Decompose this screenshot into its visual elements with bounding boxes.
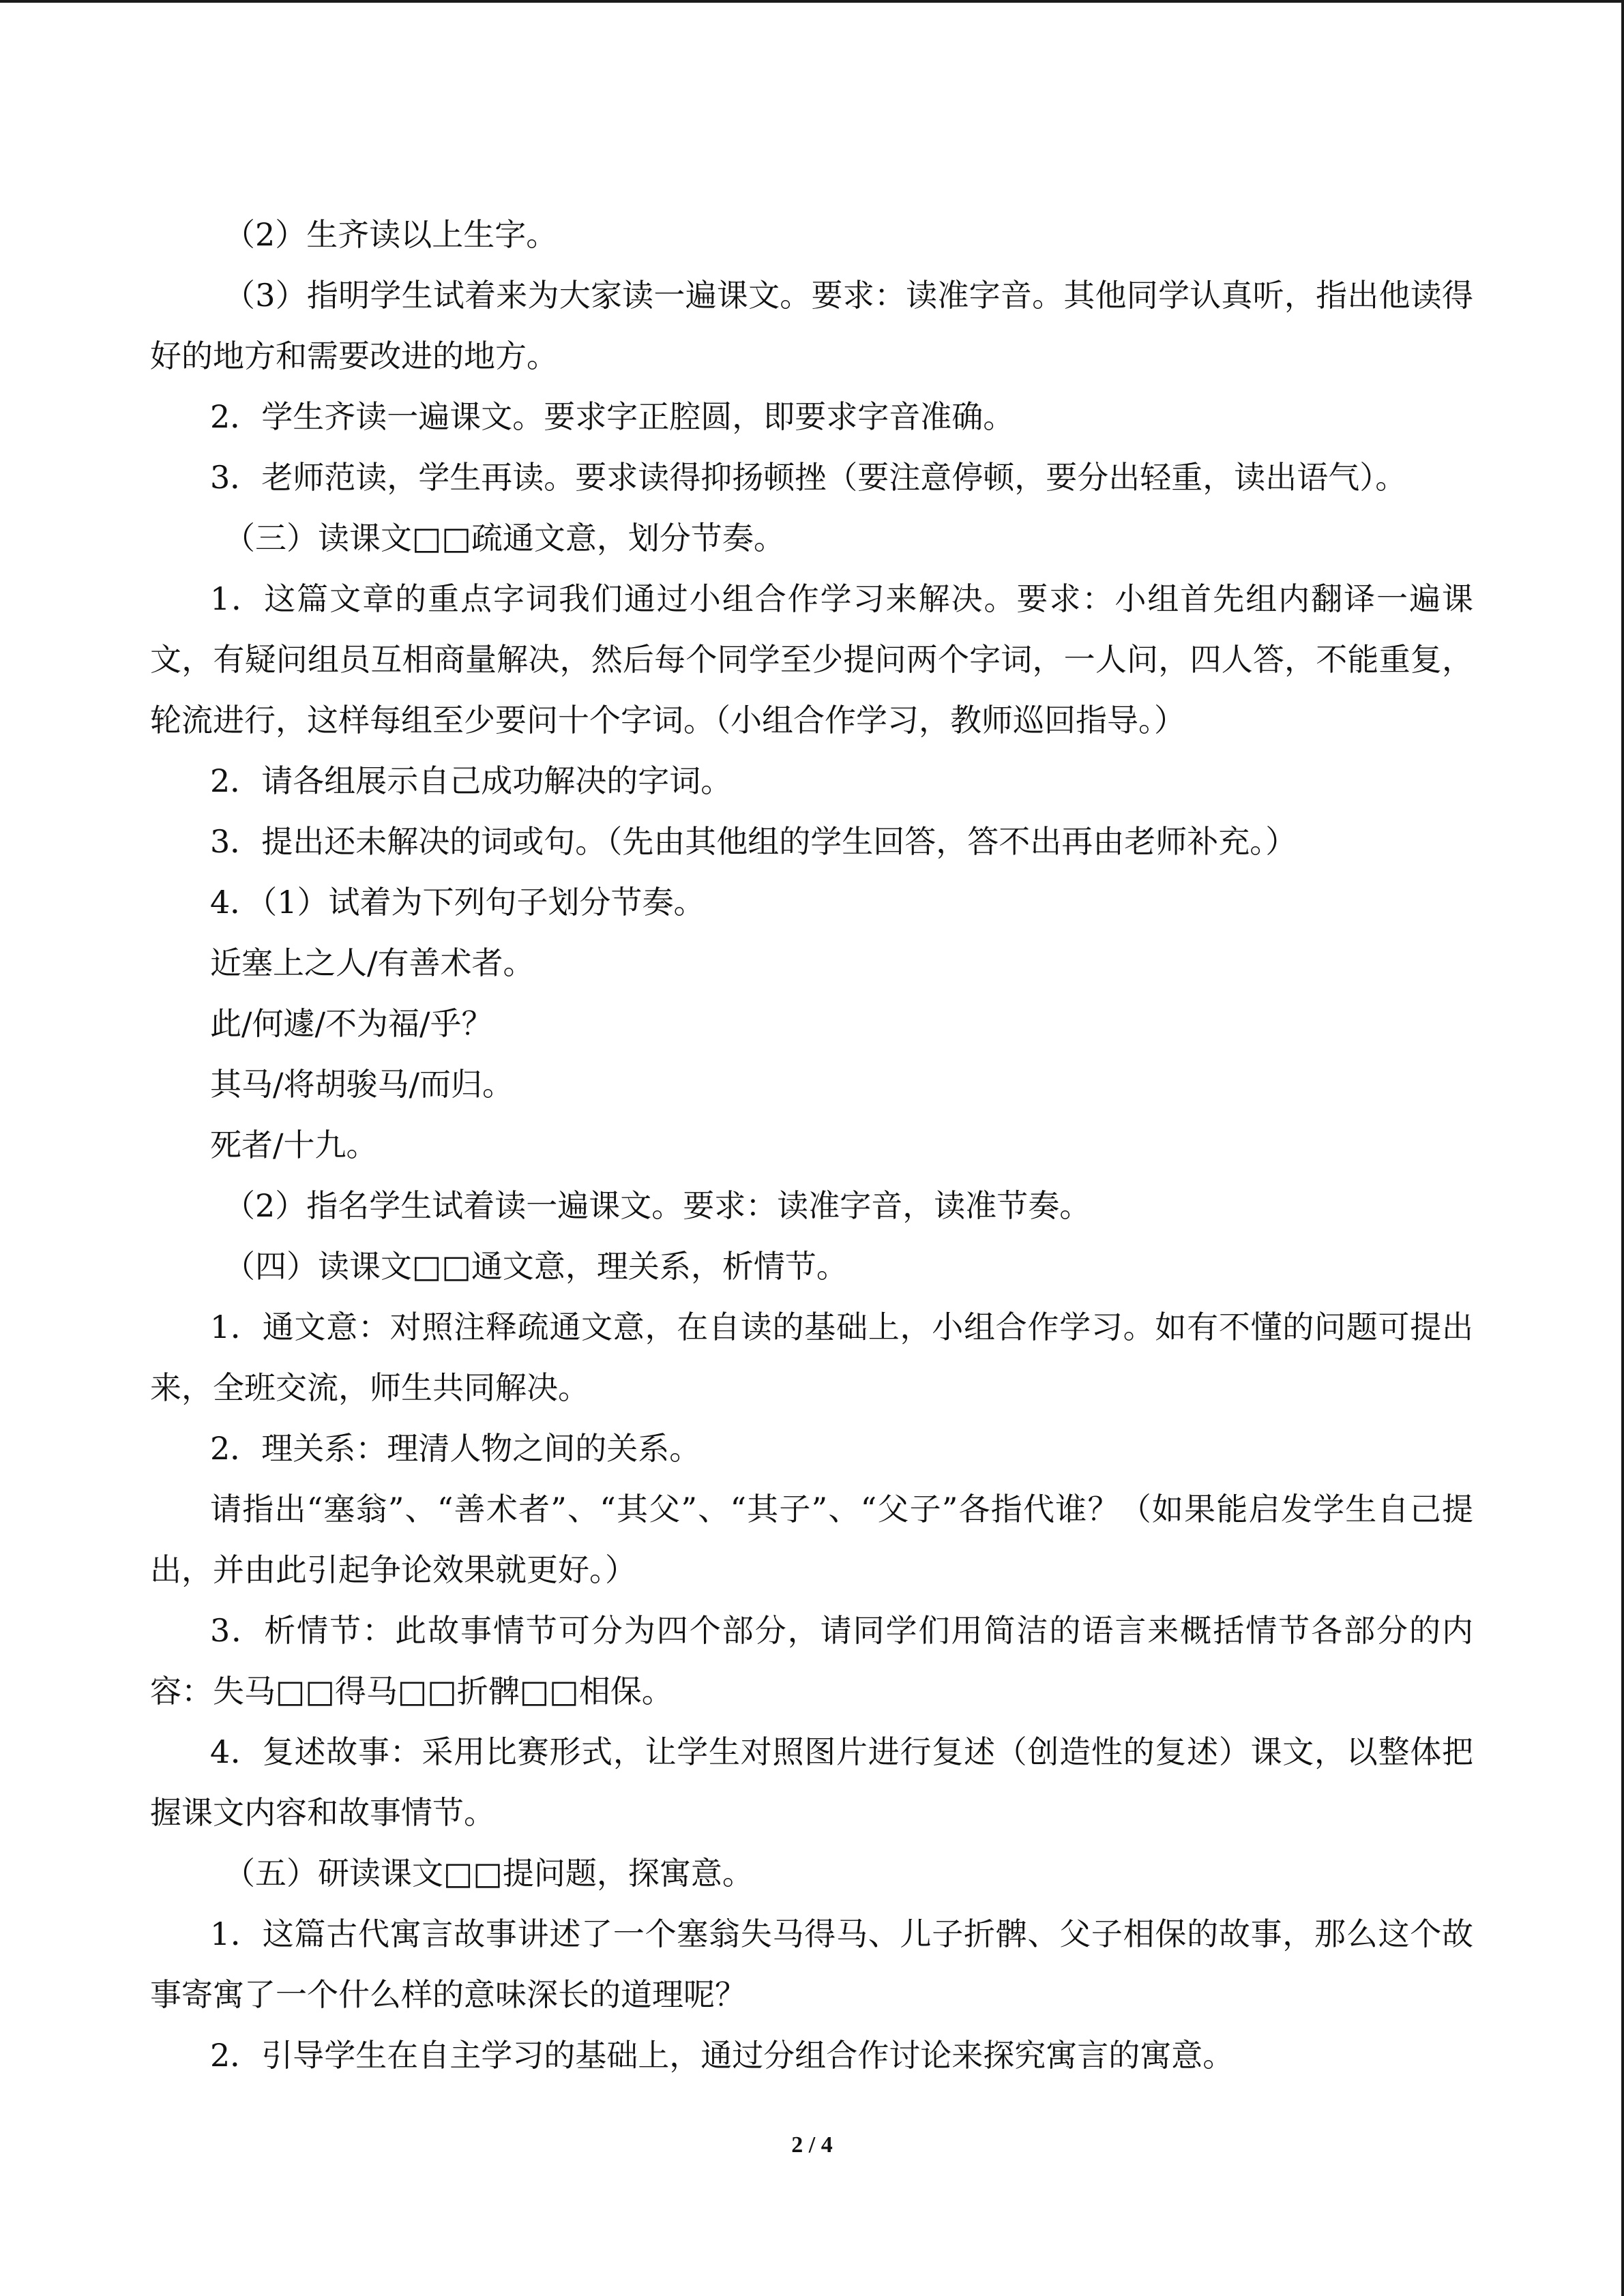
paragraph: 1．这篇古代寓言故事讲述了一个塞翁失马得马、儿子折髀、父子相保的故事，那么这个故事寄寓了一个什么样的意味深长的道理呢？ xyxy=(150,1915,1473,2013)
page-number: 2 / 4 xyxy=(791,2132,833,2158)
paragraph: 2．引导学生在自主学习的基础上，通过分组合作讨论来探究寓言的寓意。 xyxy=(210,2037,1235,2074)
paragraph: 2．学生齐读一遍课文。要求字正腔圆，即要求字音准确。 xyxy=(210,398,1015,435)
paragraph: 请指出“塞翁”、“善术者”、“其父”、“其子”、“父子”各指代谁？（如果能启发学生自己提出，并由此引起争论效果就更好。） xyxy=(150,1491,1473,1588)
paragraph: 4．（1）试着为下列句子划分节奏。 xyxy=(210,884,705,921)
rhythm-example: 死者/十九。 xyxy=(210,1127,378,1163)
paragraph: 2．请各组展示自己成功解决的字词。 xyxy=(210,762,733,799)
paragraph: 3．提出还未解决的词或句。（先由其他组的学生回答，答不出再由老师补充。） xyxy=(210,823,1297,860)
paragraph: 1．这篇文章的重点字词我们通过小组合作学习来解决。要求：小组首先组内翻译一遍课文，有疑问组员互相商量解决，然后每个同学至少提问两个字词，一人问，四人答，不能重复，轮流进行，这样每组至少要问十个字词。（小组合作学习，教师巡回指导。） xyxy=(150,580,1473,739)
paragraph: 1．通文意：对照注释疏通文意，在自读的基础上，小组合作学习。如有不懂的问题可提出来，全班交流，师生共同解决。 xyxy=(150,1309,1473,1406)
section-heading: （三）读课文□□疏通文意，划分节奏。 xyxy=(224,520,785,556)
paragraph: 3．老师范读，学生再读。要求读得抑扬顿挫（要注意停顿，要分出轻重，读出语气）。 xyxy=(210,459,1407,496)
rhythm-example: 此/何遽/不为福/乎？ xyxy=(210,1005,493,1042)
rhythm-example: 近塞上之人/有善术者。 xyxy=(210,944,535,981)
paragraph: 2．理关系：理清人物之间的关系。 xyxy=(210,1430,701,1467)
section-heading: （四）读课文□□通文意，理关系，析情节。 xyxy=(224,1248,848,1285)
paragraph: （2）生齐读以上生字。 xyxy=(224,216,558,253)
document-body xyxy=(150,205,1473,2086)
paragraph: 3．析情节：此故事情节可分为四个部分，请同学们用简洁的语言来概括情节各部分的内容：失马□□得马□□折髀□□相保。 xyxy=(150,1612,1473,1710)
rhythm-example: 其马/将胡骏马/而归。 xyxy=(210,1066,514,1103)
paragraph: （2）指名学生试着读一遍课文。要求：读准字音，读准节奏。 xyxy=(224,1187,1091,1224)
page-border-top xyxy=(0,0,1624,3)
section-heading: （五）研读课文□□提问题，探寓意。 xyxy=(224,1855,754,1892)
paragraph: （3）指明学生试着来为大家读一遍课文。要求：读准字音。其他同学认真听，指出他读得好的地方和需要改进的地方。 xyxy=(150,277,1473,374)
paragraph: 4．复述故事：采用比赛形式，让学生对照图片进行复述（创造性的复述）课文，以整体把握课文内容和故事情节。 xyxy=(150,1733,1473,1831)
page-border-right xyxy=(1621,0,1624,2296)
